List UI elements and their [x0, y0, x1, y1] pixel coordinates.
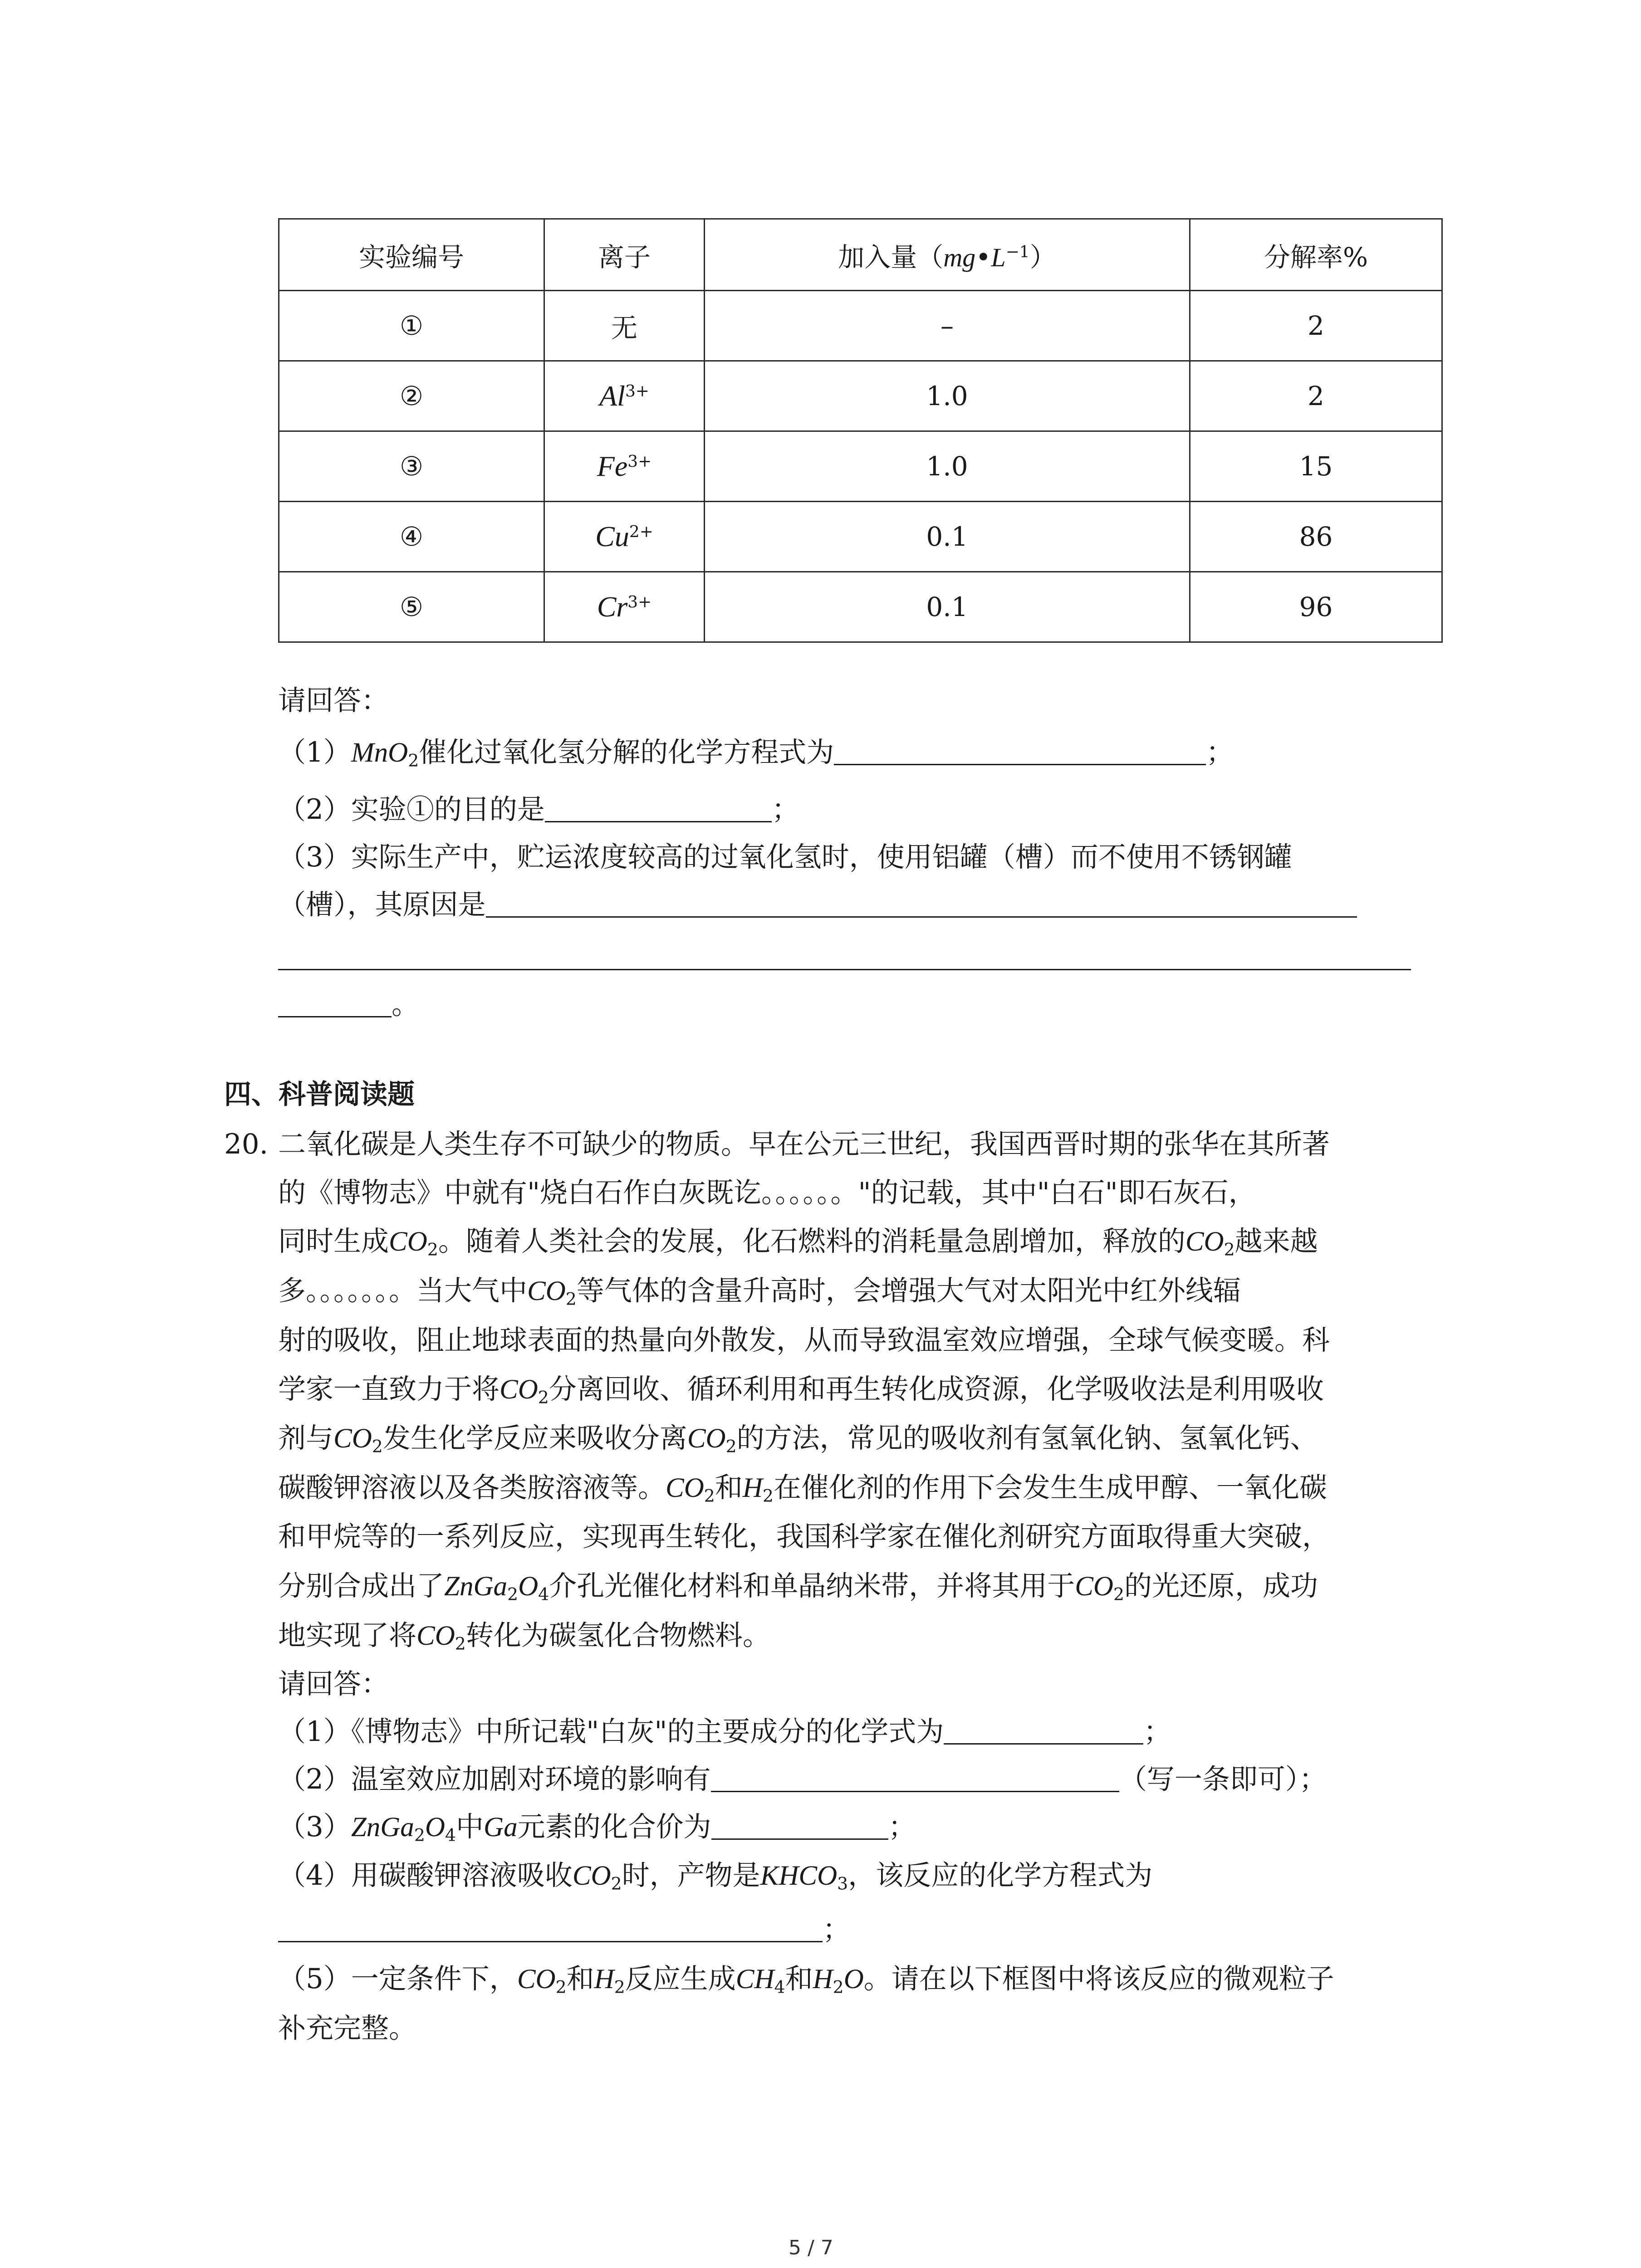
cell-amount: –	[705, 291, 1190, 361]
table-header-row	[279, 219, 1442, 291]
page-number: 5 / 7	[789, 2236, 833, 2259]
answer-blank[interactable]	[711, 1766, 1119, 1792]
cell-ion: $Cr^{3+}$	[544, 572, 705, 642]
cell-rate: 86	[1190, 502, 1442, 572]
q19-prompt: 请回答：	[278, 684, 389, 717]
passage-line: 地实现了将$CO_2$转化为碳氢化合物燃料。	[278, 1619, 770, 1654]
section-heading: 四、科普阅读题	[224, 1079, 415, 1110]
q20-sub3: $(3)ZnGa_2O_4$中Ga元素的化合价为 ；	[278, 1811, 916, 1845]
cell-no: ③	[279, 431, 544, 502]
col-header-ion: 离子	[544, 219, 705, 291]
cell-no: ⑤	[279, 572, 544, 642]
passage-line: 同时生成$CO_2$。随着人类社会的发展，化石燃料的消耗量急剧增加，释放的$CO_2$越来越	[278, 1225, 1318, 1260]
cell-amount: 0.1	[705, 572, 1190, 642]
q19-sub2: （2）实验①的目的是 ；	[278, 793, 799, 826]
q19-sub3-line4: 。	[278, 987, 419, 1023]
passage-line: 射的吸收，阻止地球表面的热量向外散发，从而导致温室效应增强，全球气候变暖。科	[278, 1324, 1330, 1356]
table-row	[279, 431, 1442, 502]
col-header-decomposition-rate: 分解率%	[1190, 219, 1442, 291]
q19-sub3-line2: （槽），其原因是	[278, 887, 1357, 923]
q19-sub3-line1: （3）实际生产中，贮运浓度较高的过氧化氢时，使用铝罐（槽）而不使用不锈钢罐	[278, 841, 1292, 873]
col-header-experiment-no: 实验编号	[279, 219, 544, 291]
q20-sub5-line2: 补充完整。	[278, 2012, 417, 2044]
question-number: 20.	[224, 1128, 269, 1160]
q20-prompt: 请回答：	[278, 1668, 389, 1700]
answer-blank[interactable]	[486, 892, 1357, 918]
answer-blank[interactable]	[834, 739, 1206, 765]
cell-ion: 无	[544, 291, 705, 361]
answer-blank[interactable]	[545, 797, 772, 822]
q20-sub4: （4）用碳酸钾溶液吸收$CO_2$时，产物是$KHCO_3$，该反应的化学方程式为	[278, 1859, 1153, 1894]
q20-sub5: （5）一定条件下，$CO_2$和$H_2$反应生成$CH_4$和$H_2O$。请在以下框图中将该反应的微观粒子	[278, 1963, 1334, 1997]
table-row	[279, 572, 1442, 642]
cell-rate: 15	[1190, 431, 1442, 502]
answer-blank[interactable]	[944, 1719, 1143, 1745]
cell-amount: 0.1	[705, 502, 1190, 572]
passage-line: 二氧化碳是人类生存不可缺少的物质。早在公元三世纪，我国西晋时期的张华在其所著	[278, 1128, 1330, 1160]
cell-rate: 2	[1190, 361, 1442, 431]
col-header-amount: 加入量$(mg•L^{-1})$	[705, 219, 1190, 291]
q20-sub4-line2: ；	[278, 1911, 850, 1948]
cell-rate: 96	[1190, 572, 1442, 642]
table-row	[279, 502, 1442, 572]
q19-sub1: （1）MnO$_2$催化过氧化氢分解的化学方程式为 ；	[278, 736, 1234, 771]
passage-line: 和甲烷等的一系列反应，实现再生转化，我国科学家在催化剂研究方面取得重大突破，	[278, 1520, 1330, 1553]
passage-line: 分别合成出了$ZnGa_2O_4$介孔光催化材料和单晶纳米带，并将其用于$CO_2$的光还原，成功	[278, 1570, 1318, 1604]
answer-blank[interactable]	[711, 1814, 888, 1840]
cell-no: ④	[279, 502, 544, 572]
passage-line: 碳酸钾溶液以及各类胺溶液等。$CO_2$和$H_2$在催化剂的作用下会发生生成甲醇、一氧化碳	[278, 1471, 1327, 1506]
table-row	[279, 361, 1442, 431]
passage-line: 的《博物志》中就有"烧白石作白灰既讫。。。。。。"的记载，其中"白石"即石灰石，	[278, 1177, 1256, 1209]
experiment-table	[278, 218, 1443, 643]
passage-line: 剂与$CO_2$发生化学反应来吸收分离$CO_2$的方法，常见的吸收剂有氢氧化钠、氢氧化钙、	[278, 1422, 1318, 1457]
passage-line: 学家一直致力于将$CO_2$分离回收、循环利用和再生转化成资源，化学吸收法是利用吸收	[278, 1373, 1324, 1408]
table-row	[279, 291, 1442, 361]
cell-no: ②	[279, 361, 544, 431]
q20-sub2: （2）温室效应加剧对环境的影响有 （写一条即可）；	[278, 1763, 1327, 1795]
cell-ion: $Al^{3+}$	[544, 361, 705, 431]
cell-amount: 1.0	[705, 431, 1190, 502]
cell-no: ①	[279, 291, 544, 361]
cell-ion: $Fe^{3+}$	[544, 431, 705, 502]
cell-amount: 1.0	[705, 361, 1190, 431]
cell-ion: $Cu^{2+}$	[544, 502, 705, 572]
answer-blank[interactable]	[278, 992, 392, 1017]
cell-rate: 2	[1190, 291, 1442, 361]
answer-blank-line[interactable]	[278, 969, 1411, 970]
passage-line: 多。。。。。。。当大气中$CO_2$等气体的含量升高时，会增强大气对太阳光中红外线辐	[278, 1275, 1241, 1309]
answer-blank[interactable]	[278, 1916, 823, 1942]
q20-sub1: （1）《博物志》中所记载"白灰"的主要成分的化学式为 ；	[278, 1716, 1171, 1748]
